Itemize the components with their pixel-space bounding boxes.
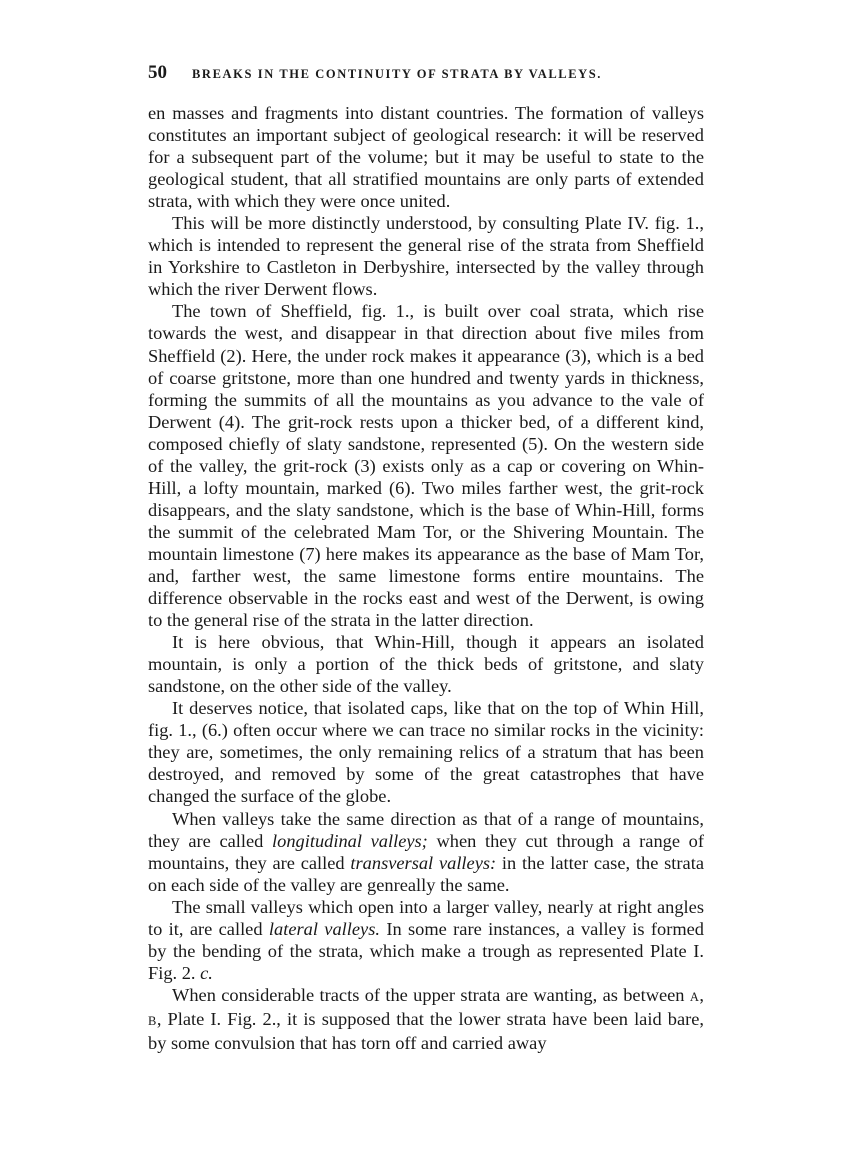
- text-run: It deserves notice, that isolated caps, like that on the top of Whin Hill, fig. 1., (6.) often occur where we can trace no similar rocks in the vicinity: they are, sometimes, the only remaining relics of a stratum that has been destroyed, and removed by some of the great catastrophes that have changed the surface of the globe.: [148, 698, 704, 807]
- text-run: transversal valleys:: [350, 852, 497, 873]
- text-run: In some rare instances, a valley is formed by the bending of the strata, which make a trough as represented Plate I. Fig. 2.: [148, 918, 705, 983]
- text-run: When considerable tracts of the upper strata are wanting, as between: [172, 984, 690, 1005]
- text-run: in the latter case, the strata on each side of the valley are genreally the same.: [148, 852, 704, 895]
- text-run: en masses and fragments into distant countries. The formation of valleys constitutes an important subject of geological research: it will be reserved for a subsequent part of the volume; but it may be useful to state to the geological student, that all stratified mountains are only parts of extended strata, with which they were once united.: [148, 103, 704, 212]
- text-run: , Plate I. Fig. 2., it is supposed that the lower strata have been laid bare, by some convulsion that has torn off and carried away: [148, 1008, 704, 1053]
- text-run: lateral valleys.: [268, 918, 380, 939]
- text-run: The town of Sheffield, fig. 1., is built over coal strata, which rise towards the west, and disappear in that direction about five miles from Sheffield (2). Here, the under rock makes it appearance (3), which is a bed of coarse gritstone, more than one hundred and twenty yards in thickness, forming the summits of all the mountains as you advance to the vale of Derwent (4). The grit-rock rests upon a thicker bed, of a different kind, composed chiefly of slaty sandstone, represented (5). On the western side of the valley, the grit-rock (3) exists only as a cap or covering on Whin-Hill, a lofty mountain, marked (6). Two miles farther west, the grit-rock disappears, and the slaty sandstone, which is the base of Whin-Hill, forms the summit of the celebrated Mam Tor, or the Shivering Mountain. The mountain limestone (7) here makes its appearance as the base of Mam Tor, and, farther west, the same limestone forms entire mountains. The difference observable in the rocks east and west of the Derwent, is owing to the general rise of the strata in the latter direction.: [148, 301, 704, 631]
- paragraph: [148, 212, 704, 300]
- book-page: [148, 62, 704, 1054]
- paragraph: [148, 631, 704, 697]
- paragraph: [148, 697, 704, 807]
- text-run: longitudinal valleys;: [272, 830, 428, 851]
- paragraph: [148, 896, 704, 984]
- running-header: [148, 62, 704, 88]
- text-run: c.: [200, 962, 213, 983]
- text-run: The small valleys which open into a larger valley, nearly at right angles to it, are called: [148, 896, 704, 939]
- text-run: B: [148, 1013, 157, 1028]
- paragraph: [148, 984, 704, 1054]
- paragraph: [148, 808, 704, 896]
- text-run: ,: [699, 984, 704, 1005]
- page-number: 50: [148, 62, 167, 83]
- text-run: It is here obvious, that Whin-Hill, though it appears an isolated mountain, is only a portion of the thick beds of gritstone, and slaty sandstone, on the other side of the valley.: [148, 632, 704, 697]
- body-text: [148, 102, 704, 1054]
- text-run: When valleys take the same direction as that of a range of mountains, they are called: [148, 808, 704, 851]
- text-run: A: [689, 989, 700, 1004]
- text-run: when they cut through a range of mountains, they are called: [148, 830, 705, 873]
- text-run: This will be more distinctly understood, by consulting Plate IV. fig. 1., which is intended to represent the general rise of the strata from Sheffield in Yorkshire to Castleton in Derbyshire, intersected by the valley through which the river Derwent flows.: [148, 213, 704, 300]
- paragraph: [148, 300, 704, 631]
- paragraph: [148, 102, 704, 212]
- running-title: BREAKS IN THE CONTINUITY OF STRATA BY VALLEYS.: [192, 67, 603, 81]
